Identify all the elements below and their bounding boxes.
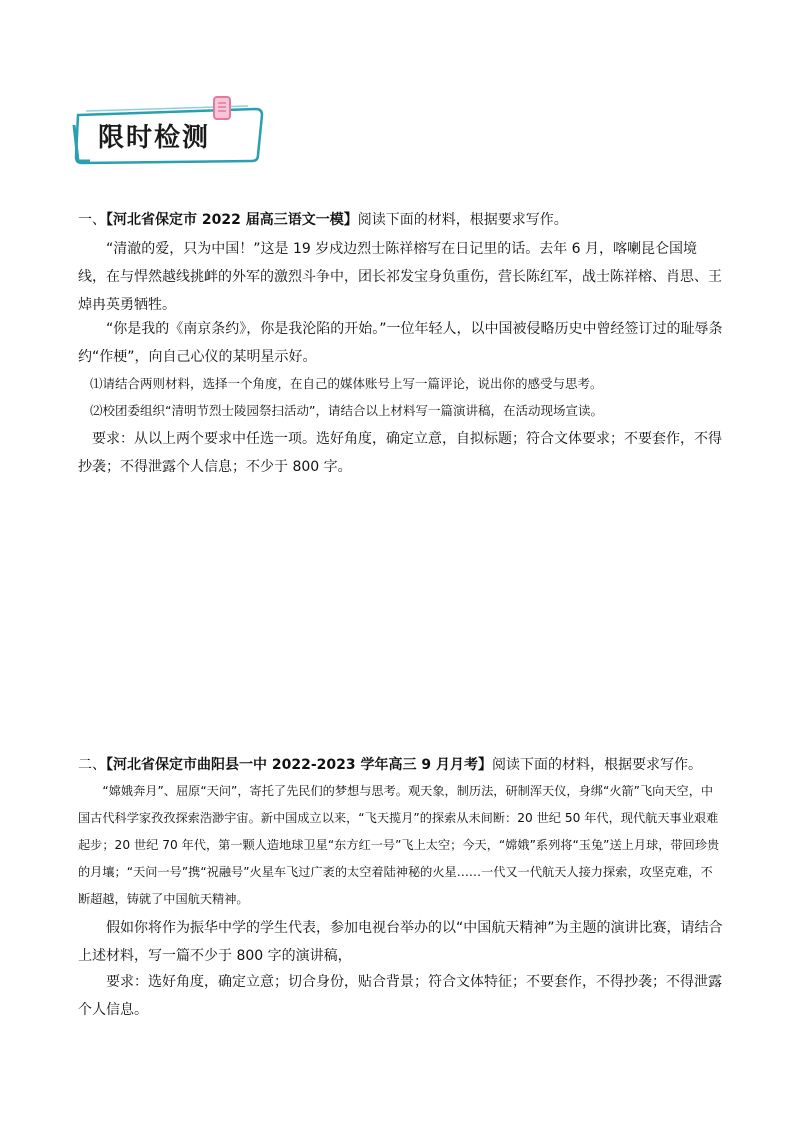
banner-title: 限时检测 [98, 123, 211, 153]
q2-requirement: 要求：选好角度，确定立意；切合身份，贴合背景；符合文体特征；不要套作，不得抄袭；不得泄露个人信息。 [78, 974, 722, 1018]
q2-paragraph-2: 假如你将作为振华中学的学生代表，参加电视台举办的以“中国航天精神”为主题的演讲比赛，请结合上述材料，写一篇不少于 800 字的演讲稿， [78, 920, 723, 964]
q1-number: 一、 [78, 212, 106, 228]
q2-source: 【河北省保定市曲阳县一中 2022-2023 学年高三 9 月月考】 [106, 757, 492, 773]
q2-paragraph-1: “嫦娥奔月”、屈原“天问”，寄托了先民们的梦想与思考。观天象，制历法，研制浑天仪，身绑“火箭”飞向天空，中国古代科学家孜孜探索浩渺宇宙。新中国成立以来，“飞天揽月”的探索从未间断：20 世纪 50 年代，现代航天事业艰难起步；20 世纪 70 年代，第一颗人造地球卫星“东方红一号”飞上太空；今天，“嫦娥”系列将“玉兔”送上月球，带回珍贵的月壤；“天问一号”携“祝融号”火星车飞过广袤的太空着陆神秘的火星……一代又一代航天人接力探索，攻坚克难，不断超越，铸就了中国航天精神。 [78, 784, 720, 906]
q2-header [78, 753, 724, 777]
q2-number: 二、 [78, 757, 106, 773]
q1-source: 【河北省保定市 2022 届高三语文一模】 [106, 212, 358, 228]
q1-option-1: ⑴请结合两则材料，选择一个角度，在自己的媒体账号上写一篇评论，说出你的感受与思考。 [90, 376, 603, 391]
q1-paragraph-1: “清澈的爱，只为中国！”这是 19 岁戍边烈士陈祥榕写在日记里的话。去年 6 月，喀喇昆仑国境线，在与悍然越线挑衅的外军的激烈斗争中，团长祁发宝身负重伤，营长陈红军，战士陈祥榕、肖思、王焯冉英勇牺牲。 [78, 241, 722, 313]
section-banner [72, 103, 268, 165]
q1-requirement: 要求：从以上两个要求中任选一项。选好角度，确定立意，自拟标题；符合文体要求；不要套作，不得抄袭；不得泄露个人信息；不少于 800 字。 [78, 431, 722, 475]
q1-instruction: 阅读下面的材料，根据要求写作。 [357, 212, 568, 228]
q1-header [78, 208, 724, 232]
paper-clip-icon [210, 93, 236, 123]
q2-instruction: 阅读下面的材料，根据要求写作。 [491, 757, 702, 773]
q1-paragraph-2: “你是我的《南京条约》，你是我沦陷的开始。”一位年轻人，以中国被侵略历史中曾经签订过的耻辱条约“作梗”，向自己心仪的某明星示好。 [78, 321, 723, 365]
q1-option-2: ⑵校团委组织“清明节烈士陵园祭扫活动”，请结合以上材料写一篇演讲稿，在活动现场宣读。 [90, 403, 603, 418]
